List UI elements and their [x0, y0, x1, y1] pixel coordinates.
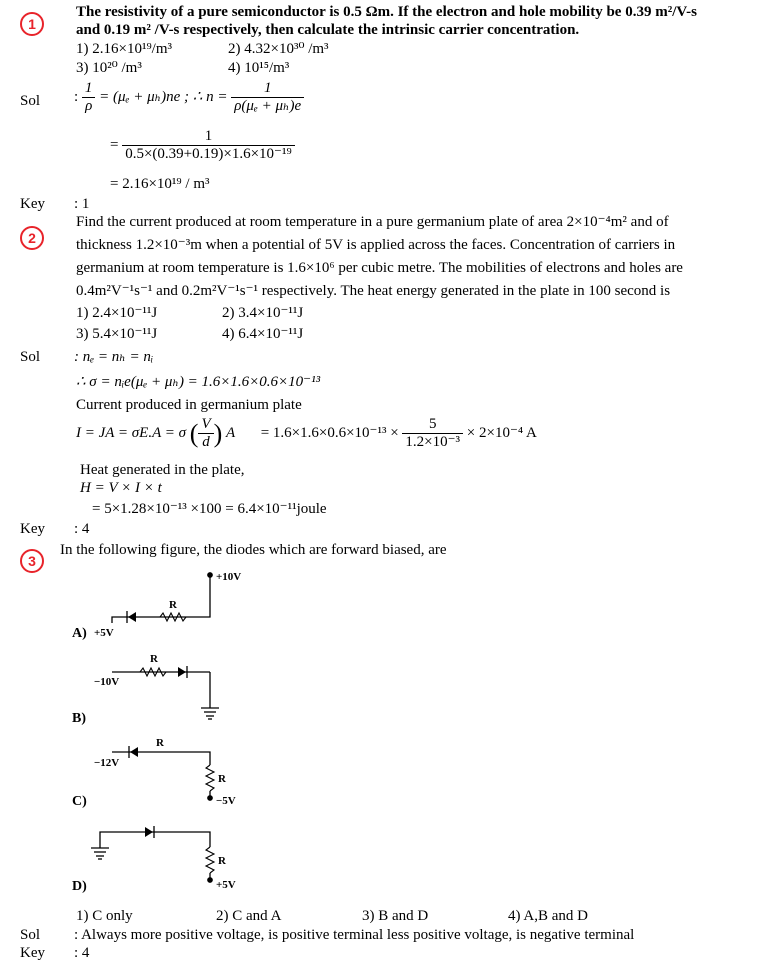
question-number-badge: 3	[20, 549, 44, 573]
option-1: 1) 2.16×10¹⁹/m³	[76, 41, 173, 57]
question-text: germanium at room temperature is 1.6×10⁶ per cubic metre. The mobilities of electrons and holes are	[76, 260, 683, 276]
question-text: 0.4m²V⁻¹s⁻¹ and 0.2m²V⁻¹s⁻¹ respectively. The heat energy generated in the plate in 100 second is	[76, 283, 671, 299]
circuit-c-bottom-voltage: −5V	[216, 795, 236, 807]
fraction-numerator: 1	[82, 80, 96, 98]
option-1: 1) C only	[76, 908, 133, 924]
solution-line: Current produced in germanium plate	[76, 397, 302, 413]
question-number-badge: 2	[20, 226, 44, 250]
circuit-d-label: D)	[72, 879, 87, 894]
fraction-denominator: ρ	[85, 98, 93, 115]
equation-part: A	[226, 425, 236, 442]
question-text: and 0.19 m² /V-s respectively, then calculate the intrinsic carrier concentration.	[76, 22, 580, 38]
option-4: 4) 10¹⁵/m³	[228, 60, 290, 76]
circuit-b-resistor-label: R	[150, 653, 158, 665]
circuit-c-left-voltage: −12V	[94, 757, 120, 769]
solution-result: = 2.16×10¹⁹ / m³	[110, 176, 210, 192]
option-2: 2) C and A	[216, 908, 282, 924]
equation-part: I = JA = σE.A = σ	[76, 425, 187, 442]
solution-line: ∴ σ = nᵢe(μₑ + μₕ) = 1.6×1.6×0.6×10⁻¹³	[76, 374, 321, 390]
sol-label: Sol	[20, 93, 41, 109]
key-label: Key	[20, 196, 45, 212]
sol-label: Sol	[20, 349, 41, 365]
equation-part: = 1.6×1.6×0.6×10⁻¹³ ×	[260, 425, 399, 442]
circuit-b-label: B)	[72, 711, 86, 726]
fraction-numerator: 1	[231, 80, 304, 98]
circuit-c-resistor-label-top: R	[156, 737, 164, 749]
question-number-badge: 1	[20, 12, 44, 36]
question-text: thickness 1.2×10⁻³m when a potential of 5V is applied across the faces. Concentration of carriers in	[76, 237, 676, 253]
solution-line: Heat generated in the plate,	[80, 462, 245, 478]
option-4: 4) 6.4×10⁻¹¹J	[222, 326, 304, 342]
option-1: 1) 2.4×10⁻¹¹J	[76, 305, 158, 321]
solution-line: = 5×1.28×10⁻¹³ ×100 = 6.4×10⁻¹¹joule	[92, 501, 327, 517]
option-3: 3) 10²⁰ /m³	[76, 60, 142, 76]
circuit-a-resistor-label: R	[169, 599, 177, 611]
solution-equation: I = JA = σE.A = σ ( $\frac{V}{d}$ ) A = 1.6×1.6×0.6×10⁻¹³ × $\frac{5}{\text{1.2×10⁻³}}$ × 2×10⁻⁴ A	[76, 416, 537, 451]
fraction-numerator: 1	[122, 128, 294, 146]
circuit-d-resistor-label: R	[218, 855, 226, 867]
solution-equation: = $\frac{1}{\text{0.5×(0.39+0.19)×1.6×10⁻¹⁹}}$	[110, 128, 295, 164]
circuit-d-bottom-voltage: +5V	[216, 879, 236, 891]
solution-text: : Always more positive voltage, is positive terminal less positive voltage, is negative terminal	[74, 927, 635, 943]
key-value: : 4	[74, 945, 90, 961]
key-label: Key	[20, 521, 45, 537]
solution-line: H = V × I × t	[80, 480, 162, 496]
solution-line: : nₑ = nₕ = nᵢ	[74, 349, 154, 365]
circuit-a-left-voltage: +5V	[94, 627, 114, 639]
fraction-numerator: V	[198, 416, 213, 434]
circuit-a-right-voltage: +10V	[216, 571, 242, 583]
circuit-c-label: C)	[72, 794, 87, 809]
option-2: 2) 4.32×10³⁰ /m³	[228, 41, 329, 57]
equation-part: = (μₑ + μₕ)ne ; ∴ n =	[99, 89, 228, 106]
circuit-c-resistor-label: R	[218, 773, 226, 785]
fraction-denominator: 1.2×10⁻³	[405, 434, 461, 451]
equation-part: × 2×10⁻⁴ A	[466, 425, 537, 442]
fraction-denominator: d	[202, 434, 210, 451]
question-text: Find the current produced at room temperature in a pure germanium plate of area 2×10⁻⁴m² and of	[76, 214, 669, 230]
circuit-b-left-voltage: −10V	[94, 676, 120, 688]
fraction-denominator: 0.5×(0.39+0.19)×1.6×10⁻¹⁹	[125, 146, 292, 163]
key-value: : 4	[74, 521, 90, 537]
option-3: 3) B and D	[362, 908, 429, 924]
solution-equation: : $\frac{1}{\rho}$ = (μₑ + μₕ)ne ; ∴ n = $\frac{1}{\text{ρ(μₑ + μₕ)e}}$	[74, 80, 304, 116]
fraction-numerator: 5	[402, 416, 463, 434]
sol-label: Sol	[20, 927, 41, 943]
option-3: 3) 5.4×10⁻¹¹J	[76, 326, 158, 342]
question-text: The resistivity of a pure semiconductor is 0.5 Ωm. If the electron and hole mobility be 0.39 m²/V-s	[76, 4, 697, 20]
option-2: 2) 3.4×10⁻¹¹J	[222, 305, 304, 321]
circuit-a-label: A)	[72, 626, 87, 641]
key-value: : 1	[74, 196, 90, 212]
key-label: Key	[20, 945, 45, 961]
diode-circuits-figure	[0, 560, 768, 950]
fraction-denominator: ρ(μₑ + μₕ)e	[234, 98, 302, 115]
option-4: 4) A,B and D	[508, 908, 588, 924]
question-text: In the following figure, the diodes which are forward biased, are	[60, 542, 447, 558]
